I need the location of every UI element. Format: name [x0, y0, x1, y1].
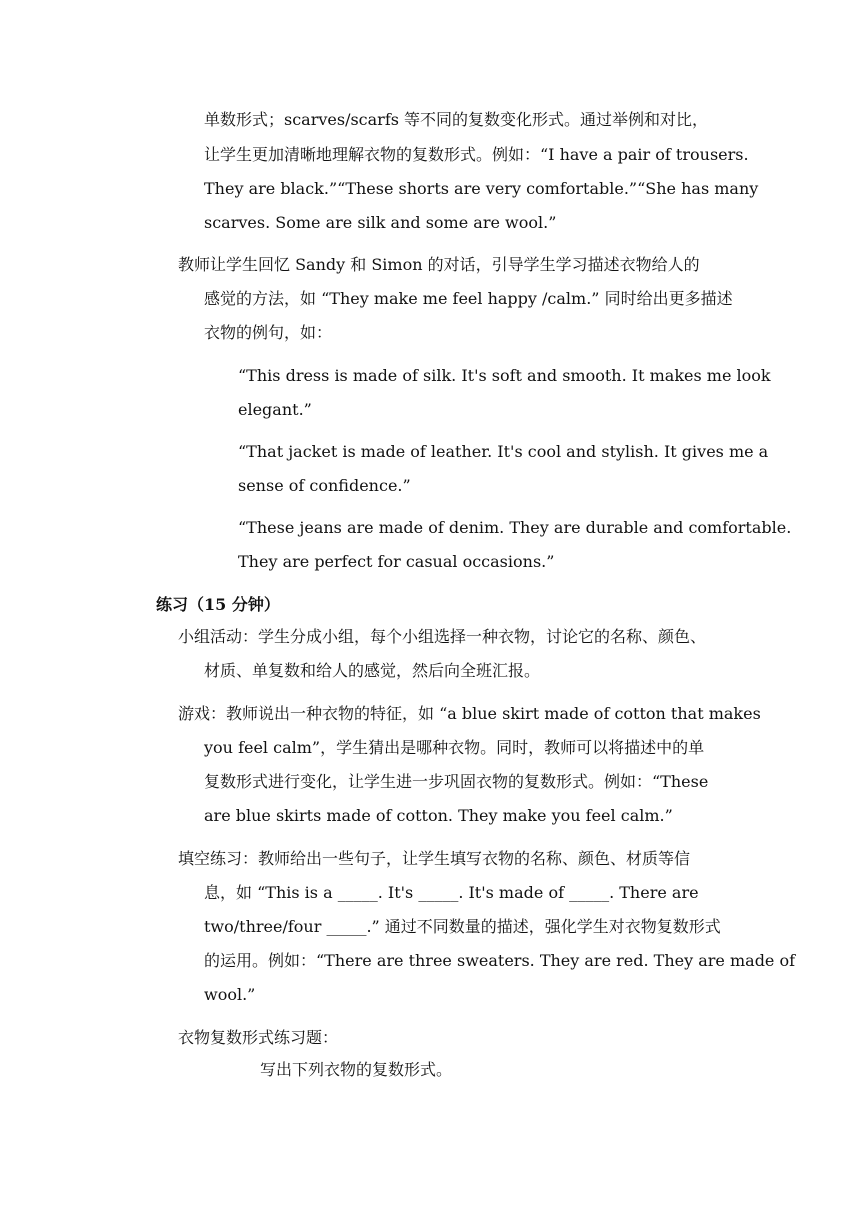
paragraph-line: 衣物的例句，如： [204, 323, 333, 342]
paragraph-line: 材质、单复数和给人的感觉，然后向全班汇报。 [204, 661, 541, 680]
paragraph-line: 游戏：教师说出一种衣物的特征，如 “a blue skirt made of cotton that makes [178, 704, 761, 723]
section-heading-practice: 练习（15 分钟） [156, 595, 280, 614]
paragraph-line: 单数形式；scarves/scarfs 等不同的复数变化形式。通过举例和对比， [204, 110, 709, 129]
example-line: They are perfect for casual occasions.” [238, 552, 555, 571]
paragraph-line: 感觉的方法，如 “They make me feel happy /calm.” 同时给出更多描述 [204, 289, 733, 308]
paragraph-line: They are black.”“These shorts are very comfortable.”“She has many [204, 179, 759, 198]
plural-exercise-instruction: 写出下列衣物的复数形式。 [260, 1060, 453, 1079]
paragraph-line: are blue skirts made of cotton. They make you feel calm.” [204, 806, 673, 825]
paragraph-line: 小组活动：学生分成小组，每个小组选择一种衣物，讨论它的名称、颜色、 [178, 627, 707, 646]
example-line: elegant.” [238, 400, 312, 419]
example-line: “That jacket is made of leather. It's cool and stylish. It gives me a [238, 442, 769, 461]
example-line: sense of confidence.” [238, 476, 411, 495]
paragraph-line: 息，如 “This is a _____. It's _____. It's made of _____. There are [204, 883, 699, 902]
paragraph-line: 的运用。例如：“There are three sweaters. They are red. They are made of [204, 951, 796, 970]
paragraph-line: two/three/four _____.” 通过不同数量的描述，强化学生对衣物复数形式 [204, 917, 721, 936]
paragraph-line: 复数形式进行变化，让学生进一步巩固衣物的复数形式。例如：“These [204, 772, 709, 791]
paragraph-line: scarves. Some are silk and some are wool.” [204, 213, 557, 232]
example-line: “This dress is made of silk. It's soft and smooth. It makes me look [238, 366, 771, 385]
paragraph-line: 教师让学生回忆 Sandy 和 Simon 的对话，引导学生学习描述衣物给人的 [178, 255, 700, 274]
paragraph-line: wool.” [204, 985, 256, 1004]
paragraph-line: 让学生更加清晰地理解衣物的复数形式。例如：“I have a pair of trousers. [204, 145, 749, 164]
example-line: “These jeans are made of denim. They are durable and comfortable. [238, 518, 792, 537]
plural-exercise-title: 衣物复数形式练习题： [178, 1028, 339, 1047]
paragraph-line: you feel calm”，学生猜出是哪种衣物。同时，教师可以将描述中的单 [204, 738, 705, 757]
paragraph-line: 填空练习：教师给出一些句子，让学生填写衣物的名称、颜色、材质等信 [178, 849, 691, 868]
